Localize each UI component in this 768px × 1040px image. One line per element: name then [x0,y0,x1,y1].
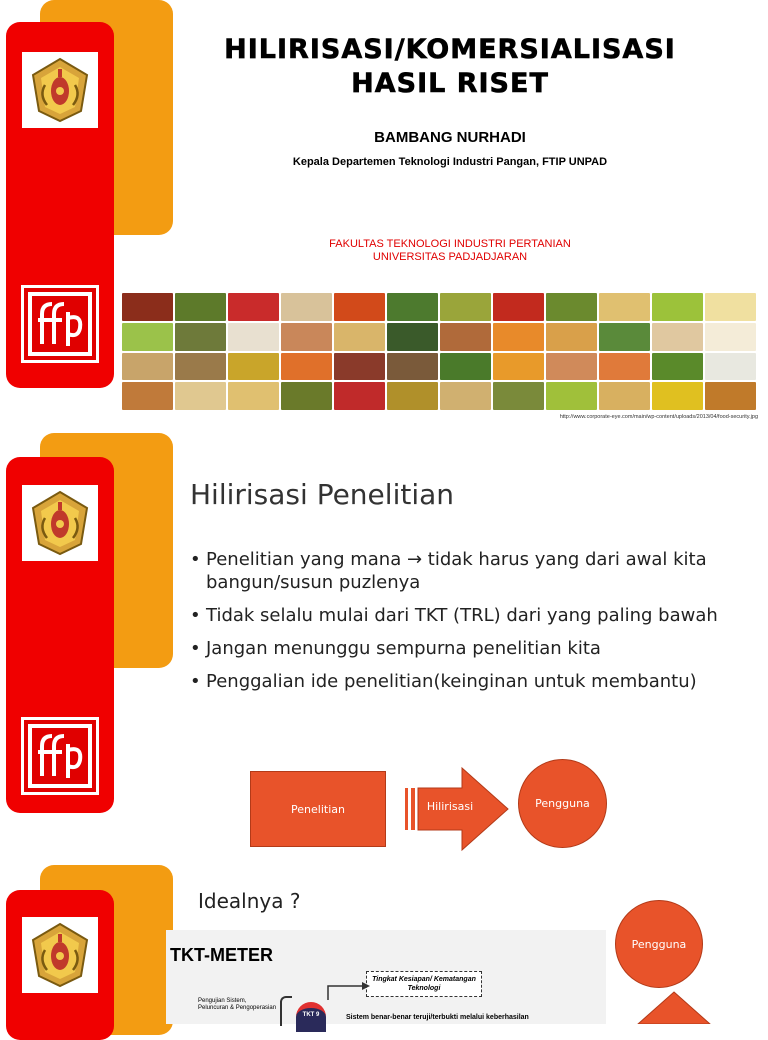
unpad-emblem-icon [25,920,95,990]
up-arrow-shape [636,990,712,1024]
tkt-level-badge [296,1002,326,1032]
unpad-emblem-icon [25,488,95,558]
tkt-stage-label: Pengujian Sistem, Peluncuran & Pengoperasian [198,998,277,1011]
tkt-level-desc: Sistem benar-benar teruji/terbukti melalui keberhasilan [346,1014,529,1021]
tkt-legend-box [366,971,482,997]
tkt-legend-label: Tingkat Kesiapan/ Kematangan Teknologi [372,976,476,992]
bullet-item: • Tidak selalu mulai dari TKT (TRL) dari yang paling bawah [190,604,750,627]
title-line-1: HILIRISASI/KOMERSIALISASI [224,34,676,65]
ftip-logo [21,717,99,795]
food-mosaic-image [122,293,756,410]
title-line-2: HASIL RISET [351,68,549,99]
bullet-item: • Penelitian yang mana → tidak harus yang dari awal kita bangun/susun puzlenya [190,548,750,594]
unpad-logo [22,485,98,561]
unpad-logo [22,917,98,993]
tkt-bracket [280,996,292,1026]
faculty-name [180,238,720,264]
ftip-logo [21,285,99,363]
author-name: BAMBANG NURHADI [374,129,526,146]
pengguna-circle: Pengguna [615,900,703,988]
author-position: Kepala Departemen Teknologi Industri Pangan, FTIP UNPAD [292,156,608,168]
slide-heading: Hilirisasi Penelitian [190,478,455,511]
flow-circle-pengguna: Pengguna [518,759,607,848]
unpad-emblem-icon [25,55,95,125]
tkt-connector [326,982,370,1002]
bullet-list [190,548,750,703]
bullet-item: • Penggalian ide penelitian(keinginan untuk membantu) [190,670,750,693]
unpad-logo [22,52,98,128]
faculty-line-2: UNIVERSITAS PADJADJARAN [372,251,528,263]
flow-arrow-label: Hilirisasi [426,800,474,813]
tkt-meter-title: TKT-METER [170,945,273,965]
slide-heading: Idealnya ? [198,889,301,913]
faculty-line-1: FAKULTAS TEKNOLOGI INDUSTRI PERTANIAN [329,238,571,250]
flow-box-penelitian: Penelitian [250,771,386,847]
ftip-logo-icon [24,288,96,360]
tkt-level-label: TKT 9 [302,1012,320,1018]
ftip-logo-icon [24,720,96,792]
image-caption: http://www.corporate-eye.com/main/wp-content/uploads/2013/04/food-security.jpg [559,414,758,420]
bullet-item: • Jangan menunggu sempurna penelitian kita [190,637,750,660]
